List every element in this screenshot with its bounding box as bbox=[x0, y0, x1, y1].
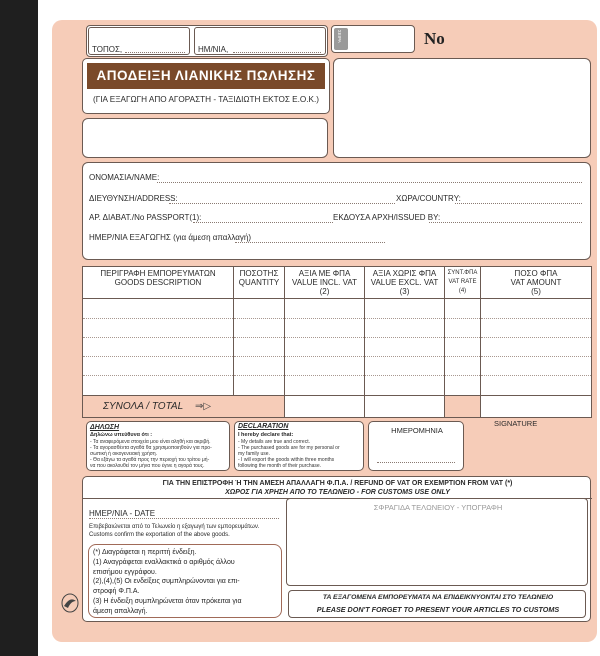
footnote: (3) Η ένδειξη συμπληρώνεται όταν πρόκειται για bbox=[93, 597, 242, 605]
customs-reminder-greek: ΤΑ ΕΞΑΓΟΜΕΝΑ ΕΜΠΟΡΕΥΜΑΤΑ ΝΑ ΕΠΙΔΕΙΚΝΥΟΝΤΑΙ ΣΤΟ ΤΕΛΩΝΕΙΟ bbox=[322, 594, 554, 601]
export-date-line[interactable] bbox=[235, 242, 385, 243]
table-row[interactable] bbox=[83, 299, 592, 318]
date-field[interactable] bbox=[194, 27, 326, 55]
declaration-greek-intro: Δηλώνω υπεύθυνα ότι : bbox=[90, 432, 153, 438]
goods-table bbox=[82, 266, 592, 418]
col-vat-rate-header: ΣΥΝΤ.ΦΠΑ VAT RATE (4) bbox=[445, 267, 481, 299]
title-block bbox=[82, 58, 330, 114]
customs-stamp-box[interactable] bbox=[286, 498, 588, 586]
footnotes-box bbox=[88, 544, 282, 618]
declaration-greek-lines: - Τα αναφερόμενα στοιχεία μου είναι αληθή και ακριβή. - Τα αγορασθέντα αγαθά θα χρησιμοποιηθούν για προ- σωπική ή οικογενειακή χρήση. - Θα εξάγω τα αγαθά προς την περιοχή του τρίτου μή- να που ακολουθεί τον μήνα που έγινε η αγορά τους. bbox=[90, 439, 212, 469]
footnote: άμεση απαλλαγή. bbox=[93, 607, 148, 615]
table-row[interactable] bbox=[83, 337, 592, 356]
buyer-name-label: ΟΝΟΜΑΣΙΑ/NAME: bbox=[89, 173, 160, 182]
buyer-issued-label: ΕΚΔΟΥΣΑ ΑΡΧΗ/ISSUED BY: bbox=[333, 213, 441, 222]
buyer-passport-line[interactable] bbox=[193, 222, 333, 223]
total-value-excl-vat[interactable] bbox=[365, 395, 445, 417]
signature-label: SIGNATURE bbox=[494, 419, 538, 428]
issuer-details-box[interactable] bbox=[82, 118, 328, 158]
date-line bbox=[233, 52, 321, 53]
arrow-right-icon: ⇒▷ bbox=[195, 400, 212, 412]
series-box[interactable] bbox=[331, 25, 415, 53]
customs-reminder bbox=[288, 590, 586, 618]
footnote: (*) Διαγράφεται η περιττή ένδειξη. bbox=[93, 549, 197, 556]
col-description-header: ΠΕΡΙΓΡΑΦΗ ΕΜΠΟΡΕΥΜΑΤΩΝ GOODS DESCRIPTION bbox=[83, 267, 234, 299]
footnote: επισήμου εγγράφου. bbox=[93, 568, 157, 576]
totals-row bbox=[83, 395, 592, 417]
declaration-date-label: ΗΜΕΡΟΜΗΝΙΑ bbox=[391, 426, 443, 435]
declaration-date-box[interactable] bbox=[368, 421, 464, 471]
declaration-greek bbox=[86, 421, 230, 471]
publisher-logo-icon bbox=[60, 592, 80, 614]
footnote: (2),(4),(5) Οι ενδείξεις συμπληρώνονται για επι- bbox=[93, 578, 240, 586]
date-label: ΗΜ/ΝΙΑ, bbox=[198, 45, 229, 54]
col-vat-amount-header: ΠΟΣΟ ΦΠΑ VAT AMOUNT (5) bbox=[481, 267, 592, 299]
buyer-address-label: ΔΙΕΥΘΥΝΣΗ/ADDRESS: bbox=[89, 194, 178, 203]
table-row[interactable] bbox=[83, 318, 592, 337]
declaration-english-lines: - My details are true and correct. - The purchased goods are for my personal or my family use. - I will export the goods within three months following the month of their purchase. bbox=[238, 439, 340, 469]
receipt-number-field[interactable] bbox=[416, 25, 590, 53]
col-quantity-header: ΠΟΣΟΤΗΣ QUANTITY bbox=[234, 267, 285, 299]
buyer-country-label: ΧΩΡΑ/COUNTRY: bbox=[396, 194, 461, 203]
declaration-greek-title: ΔΗΛΩΣΗ bbox=[90, 424, 120, 431]
footnote: (1) Αναγράφεται εναλλακτικά ο αριθμός άλλου bbox=[93, 558, 235, 566]
export-date-label: ΗΜΕΡ/ΝΙΑ ΕΞΑΓΩΓΗΣ (για άμεση απαλλαγή) bbox=[89, 233, 252, 242]
customs-stamp-label: ΣΦΡΑΓΙΔΑ ΤΕΛΩΝΕΙΟΥ - ΥΠΟΓΡΑΦΗ bbox=[373, 503, 503, 512]
buyer-country-line[interactable] bbox=[455, 203, 582, 204]
total-value-incl-vat[interactable] bbox=[285, 395, 365, 417]
declaration-date-line bbox=[377, 462, 455, 463]
table-row[interactable] bbox=[83, 357, 592, 376]
binding-spine bbox=[0, 0, 38, 656]
col-value-incl-vat-header: ΑΞΙΑ ΜΕ ΦΠΑ VALUE INCL. VAT (2) bbox=[285, 267, 365, 299]
buyer-issued-line[interactable] bbox=[429, 222, 582, 223]
company-details-box[interactable] bbox=[333, 58, 591, 158]
place-field[interactable] bbox=[88, 27, 190, 55]
series-label: ΣΕΙΡΑ bbox=[337, 30, 342, 43]
customs-subtitle: ΧΩΡΟΣ ΓΙΑ ΧΡΗΣΗ ΑΠΟ ΤΟ ΤΕΛΩΝΕΙΟ - FOR CUSTOMS USE ONLY bbox=[225, 489, 450, 496]
customs-date-line[interactable] bbox=[89, 518, 279, 519]
customs-date-label: ΗΜΕΡ/ΝΙΑ - DATE bbox=[89, 509, 156, 518]
footnotes-list bbox=[93, 548, 242, 617]
buyer-address-line[interactable] bbox=[169, 203, 395, 204]
customs-reminder-english: PLEASE DON'T FORGET TO PRESENT YOUR ARTICLES TO CUSTOMS bbox=[316, 605, 560, 614]
document-title: ΑΠΟΔΕΙΞΗ ΛΙΑΝΙΚΗΣ ΠΩΛΗΣΗΣ bbox=[87, 63, 325, 89]
declaration-english bbox=[234, 421, 364, 471]
total-vat-rate-cell bbox=[445, 395, 481, 417]
place-line bbox=[125, 52, 185, 53]
receipt-number-label: No bbox=[424, 29, 445, 48]
table-row[interactable] bbox=[83, 376, 592, 395]
declaration-english-intro: I hereby declare that: bbox=[238, 432, 294, 438]
total-vat-amount[interactable] bbox=[481, 395, 592, 417]
goods-table-wrap bbox=[82, 266, 591, 418]
document-subtitle: (ΓΙΑ ΕΞΑΓΩΓΗ ΑΠΟ ΑΓΟΡΑΣΤΗ - ΤΑΞΙΔΙΩΤΗ ΕΚΤΟΣ Ε.Ο.Κ.) bbox=[92, 95, 320, 104]
customs-title: ΓΙΑ ΤΗΝ ΕΠΙΣΤΡΟΦΗ Ή ΤΗΝ ΑΜΕΣΗ ΑΠΑΛΛΑΓΗ Φ.Π.Α. / REFUND OF VAT OR EXEMPTION FROM VAT (*) bbox=[162, 480, 513, 487]
totals-label: ΣΥΝΟΛΑ / TOTAL bbox=[103, 400, 184, 412]
buyer-passport-label: ΑΡ. ΔΙΑΒΑΤ./No PASSPORT(1): bbox=[89, 213, 202, 222]
col-value-excl-vat-header: ΑΞΙΑ ΧΩΡΙΣ ΦΠΑ VALUE EXCL. VAT (3) bbox=[365, 267, 445, 299]
signature-field[interactable] bbox=[468, 428, 590, 472]
series-tab bbox=[334, 28, 348, 50]
totals-label-cell bbox=[83, 395, 285, 417]
place-label: ΤΟΠΟΣ, bbox=[92, 45, 123, 54]
customs-confirm-english: Customs confirm the exportation of the above goods. bbox=[89, 532, 230, 538]
buyer-section bbox=[82, 162, 591, 260]
declaration-english-title: DECLARATION bbox=[238, 423, 289, 430]
buyer-name-line[interactable] bbox=[157, 182, 582, 183]
customs-confirm-greek: Επιβεβαιώνεται από το Τελωνείο η εξαγωγή των εμπορευμάτων. bbox=[89, 524, 260, 530]
footnote: στροφή Φ.Π.Α. bbox=[93, 588, 140, 596]
